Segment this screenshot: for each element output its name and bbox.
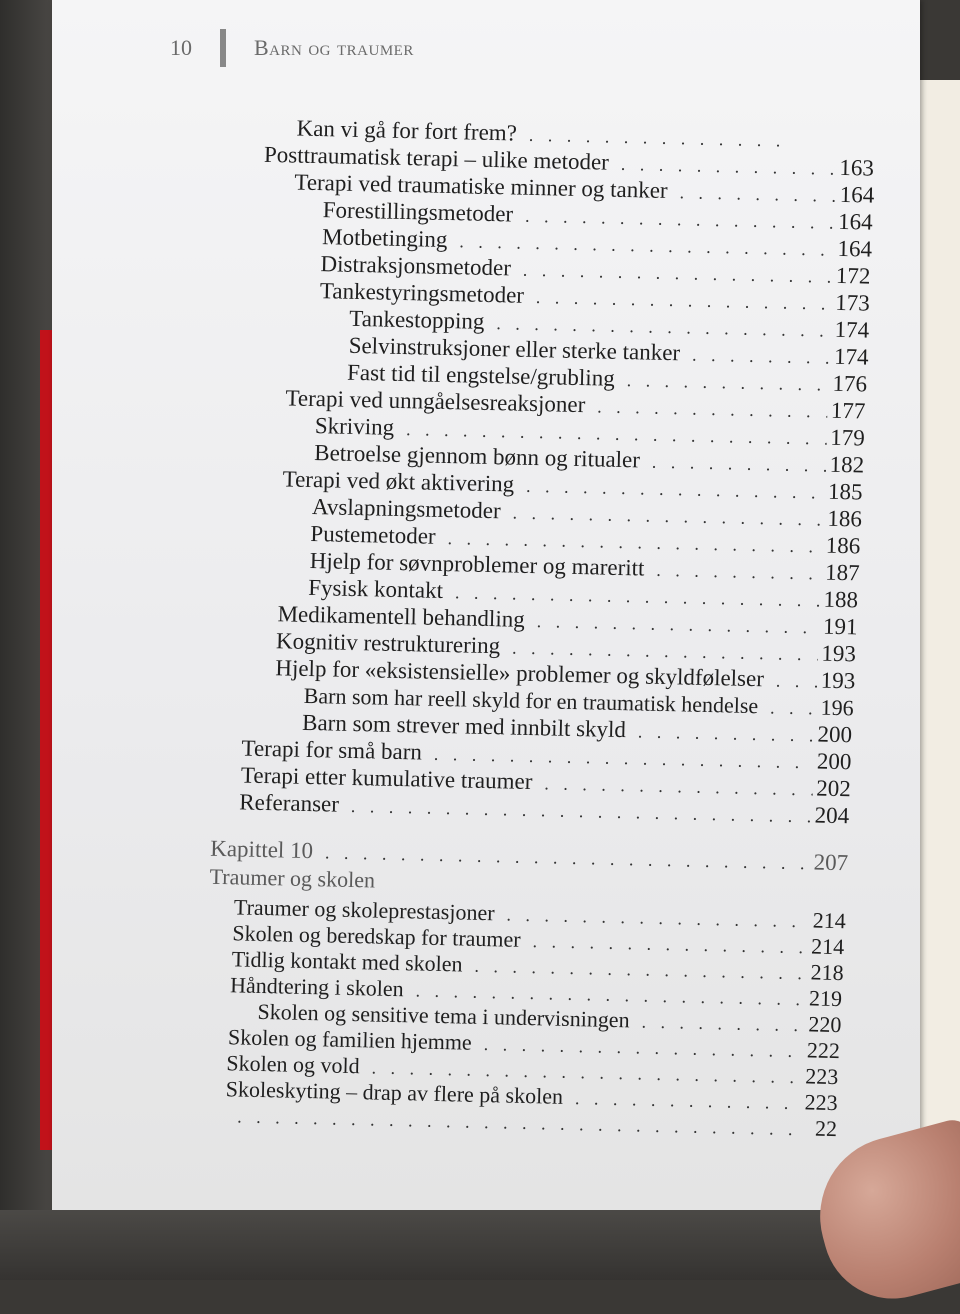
toc-entry-label: Skolen og beredskap for traumer [232, 920, 521, 952]
toc-entry-label: Motbetinging [321, 224, 448, 253]
toc-entry-page: 164 [837, 208, 873, 235]
toc-entry-label: Fast tid til engstelse/grubling [346, 359, 616, 391]
dot-leader [626, 370, 828, 396]
toc-entry-label: Terapi ved økt aktivering [282, 466, 515, 497]
page-number: 10 [170, 35, 192, 60]
background-surface-bottom [0, 1210, 960, 1280]
dot-leader [597, 396, 827, 422]
toc-entry-page: 22 [814, 1115, 838, 1142]
toc-entry-label: Avslapningsmetoder [311, 494, 501, 524]
toc-entry-label: Selvinstruksjoner eller sterke tanker [348, 332, 681, 366]
toc-entry-page: 218 [810, 959, 844, 986]
toc-entry-label: Terapi for små barn [241, 735, 423, 765]
toc-entry-page: 186 [827, 505, 863, 532]
toc-entry-page: 193 [821, 640, 857, 667]
dot-leader [641, 1012, 804, 1037]
toc-entry-page: 173 [835, 289, 871, 316]
toc-entry-page: 174 [834, 316, 870, 343]
toc-entry-label: Skriving [314, 413, 395, 440]
toc-entry-label: Barn som har reell skyld for en traumatisk hendelse [303, 682, 759, 719]
toc-entry-page: 200 [817, 721, 853, 748]
toc-entry-label: Distraksjonsmetoder [320, 251, 512, 281]
header-divider [220, 29, 226, 67]
toc-entry-label: Kognitiv restrukturering [275, 628, 501, 659]
toc-entry-page [790, 147, 816, 148]
book-title: Barn og traumer [254, 35, 414, 60]
toc-entry-label: Skolen og sensitive tema i undervisningen [257, 998, 630, 1033]
chapter-label: Kapittel 10 [210, 835, 314, 864]
toc-entry-label: Terapi ved traumatiske minner og tanker [294, 169, 668, 203]
toc-entry-label: Fysisk kontakt [307, 574, 444, 603]
toc-entry-page: 202 [816, 775, 852, 802]
toc-entry-page: 179 [829, 424, 866, 451]
toc-entry-page: 193 [820, 667, 856, 694]
toc-entry-page: 182 [829, 451, 865, 478]
toc-entry-page: 176 [832, 370, 868, 397]
dot-leader [652, 452, 826, 477]
toc-entry-page: 177 [830, 397, 866, 424]
toc-entry-page: 204 [814, 802, 850, 829]
toc-entry-label: Pustemetoder [310, 520, 436, 549]
dot-leader [776, 671, 817, 693]
toc-entry-page: 186 [825, 532, 861, 559]
dot-leader [770, 697, 817, 719]
toc-entry-page: 185 [827, 478, 863, 505]
book-page [52, 0, 920, 1215]
dot-leader [638, 721, 814, 746]
toc-entry-page: 187 [824, 559, 860, 586]
toc-entry-page: 163 [839, 154, 875, 181]
toc-entry-page: 214 [812, 907, 847, 934]
toc-entry-page: 196 [820, 694, 854, 721]
toc-entry-page: 223 [804, 1089, 838, 1116]
toc-entry-page: 214 [810, 933, 845, 960]
toc-entry-page: 172 [835, 262, 871, 289]
toc-entry-label: Traumer og skoleprestasjoner [233, 894, 495, 926]
toc-entry-page: 174 [833, 343, 869, 370]
dot-leader [351, 796, 811, 827]
toc-entry-label: Betroelse gjennom bønn og ritualer [314, 440, 641, 473]
toc-entry-page: 220 [808, 1011, 842, 1038]
toc-entry-label: Skolen og vold [226, 1050, 360, 1079]
dot-leader [679, 182, 836, 207]
toc-entry-label: Medikamentell behandling [277, 601, 526, 632]
toc-entry-label: Kan vi gå for fort frem? [296, 115, 518, 146]
dot-leader [325, 842, 810, 874]
toc-entry-label: Forestillingsmetoder [322, 197, 514, 227]
toc-entry-label: Posttraumatisk terapi – ulike metoder [263, 141, 610, 175]
toc-entry-page: 223 [804, 1063, 839, 1090]
toc-entry-page: 191 [822, 613, 858, 640]
toc-entry-label: Skoleskyting – drap av flere på skolen [225, 1076, 564, 1109]
chapter-first-page: 207 [813, 849, 849, 876]
toc-entry-page: 164 [839, 181, 875, 208]
toc-entry-label: Tidlig kontakt med skolen [231, 946, 463, 977]
toc-entry-label: Tankestopping [349, 305, 485, 334]
toc-entry-label: Hjelp for søvnproblemer og mareritt [309, 547, 645, 581]
table-of-contents [52, 110, 920, 1142]
toc-entry-label: Hjelp for «eksistensielle» problemer og skyldfølelser [275, 655, 765, 692]
dot-leader [692, 345, 830, 369]
toc-entry-label: Barn som strever med innbilt skyld [301, 709, 627, 743]
toc-entry-page: 200 [816, 748, 852, 775]
toc-entry-page: 219 [808, 985, 843, 1012]
chapter-title: Traumer og skolen [209, 863, 376, 893]
toc-entry-page: 188 [823, 586, 859, 613]
toc-entry-label: Terapi ved unngåelsesreaksjoner [285, 385, 586, 418]
toc-entry-label: Tankestyringsmetoder [319, 278, 525, 308]
running-header [170, 28, 414, 68]
dot-leader [656, 560, 821, 585]
toc-entry-label: Håndtering i skolen [229, 972, 404, 1002]
toc-entry-page: 222 [806, 1037, 841, 1064]
toc-entry-label: Skolen og familien hjemme [227, 1024, 473, 1055]
dot-leader [621, 154, 836, 180]
toc-entry-label: Terapi etter kumulative traumer [240, 762, 533, 795]
toc-entry-page: 164 [837, 235, 873, 262]
toc-entry-label: Referanser [239, 789, 340, 817]
dot-leader [529, 125, 787, 152]
